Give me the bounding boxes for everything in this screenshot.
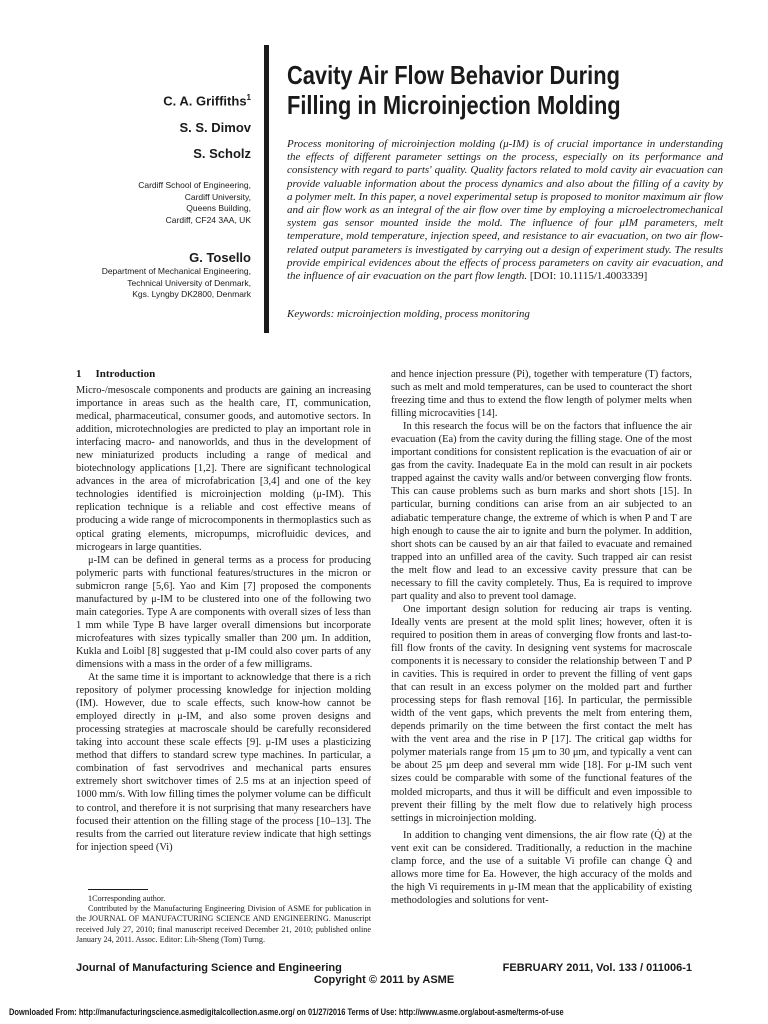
author-name: S. Scholz xyxy=(193,146,251,161)
footnote: Contributed by the Manufacturing Engineering Division of ASME for publication in the JOURNAL OF MANUFACTURING SCIENCE AND ENGINEERING. Manuscript received July 27, 2010; final manuscript received December 21, 2010; published online January 24, 2011. Assoc. Editor: Lih-Sheng (Tom) Turng. xyxy=(76,904,371,944)
paper-title: Cavity Air Flow Behavior During Filling in Microinjection Molding xyxy=(287,60,621,120)
author-name: G. Tosello xyxy=(189,250,251,265)
paragraph: One important design solution for reducing air traps is venting. Ideally vents are present at the mold split lines; however, often it is required to position them in areas of converging flow fronts and last-to-fill flow fronts of the cavity. In designing vent systems for macroscale components it is necessary to consider the relationship between T and P in cavities. This is required in order to prevent the filling of vent gaps that can result in an excess polymer on the molded part and further processing steps for flash removal [16]. In particular, the permissible width of the vent gaps, which prevents the melt from entering them, depends primarily on the time between the first contact the melt has with the vent area and the rise in P [17]. The critical gap widths for polymer materials range from 15 μm to 30 μm, and typically a vent can be about 25 μm deep and several mm wide [18]. For μ-IM such vent sizes could be comparable with some of the functional features of the molded microparts, and thus it will be difficult and even impossible to prevent their filling by the melt flow due to relatively high process settings in microinjection molding. xyxy=(391,603,692,824)
header-divider-rule xyxy=(264,45,269,333)
paragraph: At the same time it is important to acknowledge that there is a rich repository of polymer processing knowledge for injection molding (IM). However, due to scale effects, such know-how cannot be employed directly in μ-IM, and also some proven designs and processing strategies at macroscale should be carefully reconsidered taking into account these scale effects [9]. μ-IM uses a plasticizing method that differs to standard screw type machines. In particular, a combination of fast servodrives and mechanical parts ensures extremely short switchover times of 2.5 ms at an injection speed of 1000 mm/s. With low filling times the polymer volume can be difficult to control, and therefore it is not surprising that many researchers have focused their attention on the filling stage of the process [10–13]. The results from the carried out literature review indicate that high settings for injection speed (Vi) xyxy=(76,672,371,853)
journal-name: Journal of Manufacturing Science and Engineering xyxy=(76,962,342,974)
author-name: S. S. Dimov xyxy=(179,120,251,135)
author-marker: 1 xyxy=(246,93,251,102)
paragraph: In this research the focus will be on the factors that influence the air evacuation (Ea) from the cavity during the filling stage. One of the most important conditions for consistent replication is the evacuation of air or gas from the cavity. Inadequate Ea in the mold can result in air pockets trapped against the cavity walls and/or between converging flow fronts. This can cause problems such as burn marks and short shots [15]. In particular, burning conditions can arise from an air subjected to an adiabatic temperature change, the extreme of which is when P and T are high enough to cause the air to ignite and burn the polymer. In addition, short shots can be caused by an air that failed to evacuate and remained trapped into an unfilled area of the cavity. Such trapped air can resist the melt flow and lead to an excessive cavity pressure that can be necessary to fill the cavity completely. Thus, Ea is required to improve part quality and also to prevent tool damage. xyxy=(391,421,692,602)
footnote-rule xyxy=(88,889,148,890)
paragraph: In addition to changing vent dimensions, the air flow rate (Q̇) at the vent exit can be considered. Traditionally, a reduction in the machine clamp force, and the use of a suitable Vi profile can change Q̇ and allows more time for Ea. However, the high accuracy of the molds and the high Vi requirements in μ-IM mean that the applicability of existing methodologies and solutions for vent- xyxy=(391,829,692,906)
affiliation-dtu: Department of Mechanical Engineering, Technical University of Denmark, Kgs. Lyngby DK2800, Denmark xyxy=(101,266,251,299)
affiliation-cardiff: Cardiff School of Engineering, Cardiff University, Queens Building, Cardiff, CF24 3AA, UK xyxy=(138,180,251,225)
body-column-left xyxy=(76,384,371,854)
paragraph: Micro-/mesoscale components and products are gaining an increasing importance in areas such as the health care, IT, communication, medical, pharmaceutical, consumer goods, and automotive sectors. In addition, microtechnologies are predicted to play an important role in interfacing macro- and nanoworlds, and thus in the development of new miniaturized products including a range of medical and biotechnology applications [1,2]. There are significant technological advances in the area of microfabrication [3,4] and one of the key technologies identified is microinjection molding (μ-IM). This replication technique is a reliable and cost effective means of producing a wide range of microcomponents in thermoplastics such as optical grating elements, micropumps, microfluidic devices, and microgears in large quantities. xyxy=(76,385,371,553)
body-column-right xyxy=(391,368,692,907)
paragraph: and hence injection pressure (Pi), together with temperature (T) factors, such as melt and mold temperatures, can be used to counteract the short freezing time and thus to extend the flow length of polymer melts when filling microcavities [14]. xyxy=(391,369,692,420)
section-heading: 1 Introduction xyxy=(76,368,156,380)
doi-link[interactable]: [DOI: 10.1115/1.4003339] xyxy=(529,270,648,283)
issue-info: FEBRUARY 2011, Vol. 133 / 011006-1 xyxy=(502,962,692,974)
download-notice[interactable]: Downloaded From: http://manufacturingscience.asmedigitalcollection.asme.org/ on 01/27/2016 Terms of Use: http://www.asme.org/about-asme/terms-of-use xyxy=(9,1007,564,1018)
abstract: Process monitoring of microinjection molding (μ-IM) is of crucial importance in understanding the effects of different parameter settings on the process, especially on its performance and consistency with regard to parts' quality. Quality factors related to mold cavity air evacuation can provide valuable information about the process dynamics and also about the filling of a cavity by a polymer melt. In this paper, a novel experimental setup is proposed to monitor maximum air flow and air flow work as an integral of the air flow over time by employing a microelectromechanical system gas sensor mounted inside the mold. The influence of four μIM parameters, melt temperature, mold temperature, injection speed, and resistance to air evacuation, on two air flow-related output parameters is investigated by carrying out a design of experiment study. The results provide empirical evidences about the effects of process parameters on cavity air evacuation, and the influence of air evacuation on the part flow length. [DOI: 10.1115/1.4003339] xyxy=(287,138,723,283)
footnote: 1Corresponding author. xyxy=(88,894,166,903)
copyright: Copyright © 2011 by ASME xyxy=(313,974,455,986)
footnotes xyxy=(76,894,371,945)
author-name: C. A. Griffiths$^1$ xyxy=(163,93,251,109)
keywords: Keywords: microinjection molding, process monitoring xyxy=(287,308,530,320)
paragraph: μ-IM can be defined in general terms as a process for producing polymeric parts with functional features/structures in the micron or submicron range [5,6]. Yao and Kim [7] proposed the components manufactured by μ-IM to be clustered into one of the following two main categories. Type A are components with overall sizes of less than 1 mm while Type B have larger overall dimensions but incorporate microfeatures with sizes typically smaller than 200 μm. In addition, Kukla and Loibl [8] suggested that μ-IM could also cover parts of any dimensions with a mass in the order of a few milligrams. xyxy=(76,554,371,670)
